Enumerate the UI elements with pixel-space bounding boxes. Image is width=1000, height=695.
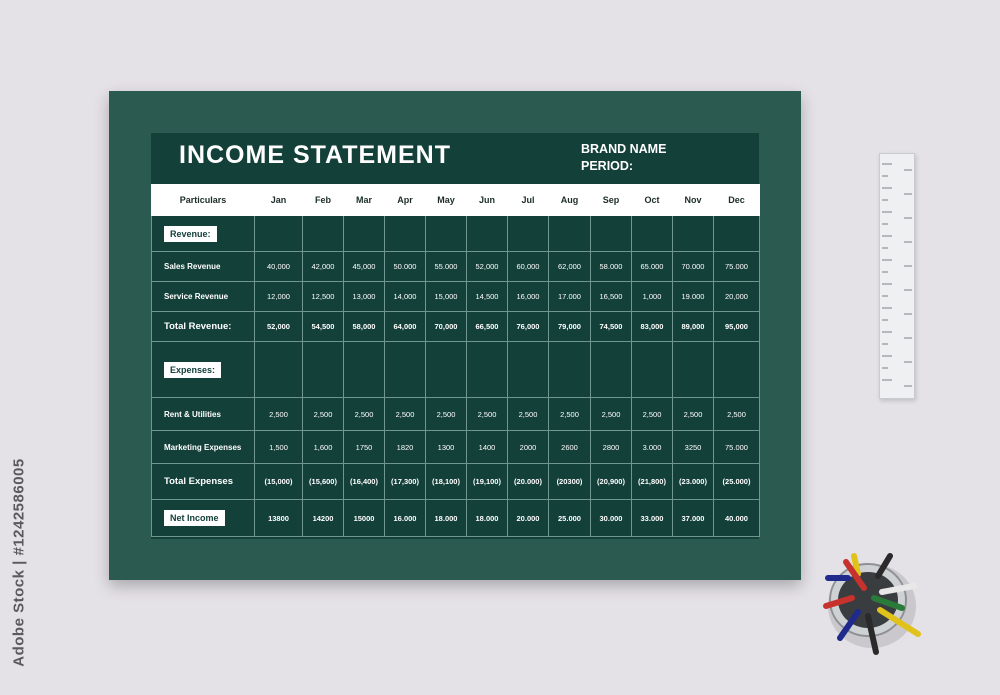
cell-value: 52,000	[467, 252, 508, 282]
row-label: Service Revenue	[152, 282, 255, 312]
pen-cup-icon	[818, 548, 938, 663]
cell-value: (20300)	[549, 464, 591, 500]
cell-value: 2,500	[255, 398, 303, 431]
cell-value: 1750	[344, 431, 385, 464]
column-header: Sep	[591, 185, 632, 216]
cell-value: 2,500	[714, 398, 760, 431]
period-label: PERIOD:	[581, 159, 634, 173]
cell-value: (15,000)	[255, 464, 303, 500]
cell-value: (17,300)	[385, 464, 426, 500]
section-row-revenue	[152, 216, 760, 252]
cell-value: 2,500	[303, 398, 344, 431]
cell-value: 15000	[344, 500, 385, 537]
column-header: Oct	[632, 185, 673, 216]
column-header: Jan	[255, 185, 303, 216]
brand-name-label: BRAND NAME	[581, 142, 667, 156]
cell-value: 1,600	[303, 431, 344, 464]
brand-block	[581, 141, 666, 175]
cell-value: 16.000	[385, 500, 426, 537]
cell-value: 2600	[549, 431, 591, 464]
cell-value: (25.000)	[714, 464, 760, 500]
cell-value: 14,000	[385, 282, 426, 312]
cell-value: 2800	[591, 431, 632, 464]
cell-value: 12,000	[255, 282, 303, 312]
expenses-section-label: Expenses:	[164, 362, 221, 378]
table-row	[152, 431, 760, 464]
cell-value: 58,000	[344, 312, 385, 342]
net-income-row	[152, 500, 760, 537]
cell-value: 2,500	[385, 398, 426, 431]
cell-value: 83,000	[632, 312, 673, 342]
column-header: May	[426, 185, 467, 216]
cell-value: 16,000	[508, 282, 549, 312]
row-label: Rent & Utilities	[152, 398, 255, 431]
income-statement-sheet	[151, 133, 759, 539]
column-header: Jul	[508, 185, 549, 216]
cell-value: 58.000	[591, 252, 632, 282]
row-label: Total Expenses	[152, 464, 255, 500]
cell-value: (18,100)	[426, 464, 467, 500]
cell-value: 66,500	[467, 312, 508, 342]
cell-value: (21,800)	[632, 464, 673, 500]
cell-value: 45,000	[344, 252, 385, 282]
income-table	[151, 184, 760, 537]
column-header: Feb	[303, 185, 344, 216]
cell-value: 1820	[385, 431, 426, 464]
total-revenue-row	[152, 312, 760, 342]
cell-value: 55.000	[426, 252, 467, 282]
cell-value: 17.000	[549, 282, 591, 312]
cell-value: 2,500	[549, 398, 591, 431]
cell-value: 2,500	[508, 398, 549, 431]
cell-value: 75.000	[714, 252, 760, 282]
cell-value: 50.000	[385, 252, 426, 282]
cell-value: 70,000	[426, 312, 467, 342]
cell-value: 65.000	[632, 252, 673, 282]
cell-value: 30.000	[591, 500, 632, 537]
cell-value: 76,000	[508, 312, 549, 342]
cell-value: 18.000	[467, 500, 508, 537]
cell-value: 37.000	[673, 500, 714, 537]
column-header: Apr	[385, 185, 426, 216]
cell-value: 2,500	[344, 398, 385, 431]
cell-value: 20.000	[508, 500, 549, 537]
cell-value: (23.000)	[673, 464, 714, 500]
cell-value: 1400	[467, 431, 508, 464]
cell-value: 75.000	[714, 431, 760, 464]
cell-value: 2,500	[426, 398, 467, 431]
column-header: Dec	[714, 185, 760, 216]
column-header: Particulars	[152, 185, 255, 216]
cell-value: 13800	[255, 500, 303, 537]
cell-value: 95,000	[714, 312, 760, 342]
ruler-ticks	[880, 154, 914, 398]
cell-value: 40.000	[714, 500, 760, 537]
cell-value: 15,000	[426, 282, 467, 312]
cell-value: 54,500	[303, 312, 344, 342]
cell-value: (19,100)	[467, 464, 508, 500]
cell-value: 42,000	[303, 252, 344, 282]
cell-value: 25.000	[549, 500, 591, 537]
cell-value: (16,400)	[344, 464, 385, 500]
cell-value: 2,500	[632, 398, 673, 431]
cell-value: 62,000	[549, 252, 591, 282]
cell-value: 14,500	[467, 282, 508, 312]
cell-value: 3.000	[632, 431, 673, 464]
table-row	[152, 282, 760, 312]
cell-value: (20,900)	[591, 464, 632, 500]
cell-value: 1300	[426, 431, 467, 464]
cell-value: 1,000	[632, 282, 673, 312]
cell-value: 2,500	[591, 398, 632, 431]
cell-value: 12,500	[303, 282, 344, 312]
table-header-row	[152, 185, 760, 216]
section-row-expenses	[152, 342, 760, 398]
column-header: Nov	[673, 185, 714, 216]
revenue-section-label: Revenue:	[164, 226, 217, 242]
cell-value: 79,000	[549, 312, 591, 342]
cell-value: 16,500	[591, 282, 632, 312]
cell-value: (15,600)	[303, 464, 344, 500]
cell-value: 18.000	[426, 500, 467, 537]
cell-value: 60,000	[508, 252, 549, 282]
cell-value: 1,500	[255, 431, 303, 464]
total-expenses-row	[152, 464, 760, 500]
cell-value: (20.000)	[508, 464, 549, 500]
cell-value: 14200	[303, 500, 344, 537]
cell-value: 74,500	[591, 312, 632, 342]
row-label: Total Revenue:	[152, 312, 255, 342]
cell-value: 2000	[508, 431, 549, 464]
pen-holder-image	[818, 548, 938, 668]
net-income-label: Net Income	[164, 510, 225, 526]
side-watermark: Adobe Stock | #1242586005	[10, 458, 28, 667]
cell-value: 3250	[673, 431, 714, 464]
cell-value: 70.000	[673, 252, 714, 282]
document-title: INCOME STATEMENT	[179, 141, 452, 169]
mockup-board	[109, 91, 801, 580]
row-label: Marketing Expenses	[152, 431, 255, 464]
cell-value: 64,000	[385, 312, 426, 342]
table-row	[152, 252, 760, 282]
cell-value: 20,000	[714, 282, 760, 312]
table-row	[152, 398, 760, 431]
column-header: Mar	[344, 185, 385, 216]
cell-value: 13,000	[344, 282, 385, 312]
cell-value: 19.000	[673, 282, 714, 312]
ruler-image	[879, 153, 915, 399]
row-label: Sales Revenue	[152, 252, 255, 282]
cell-value: 89,000	[673, 312, 714, 342]
cell-value: 52,000	[255, 312, 303, 342]
column-header: Jun	[467, 185, 508, 216]
cell-value: 2,500	[673, 398, 714, 431]
cell-value: 2,500	[467, 398, 508, 431]
column-header: Aug	[549, 185, 591, 216]
cell-value: 33.000	[632, 500, 673, 537]
cell-value: 40,000	[255, 252, 303, 282]
